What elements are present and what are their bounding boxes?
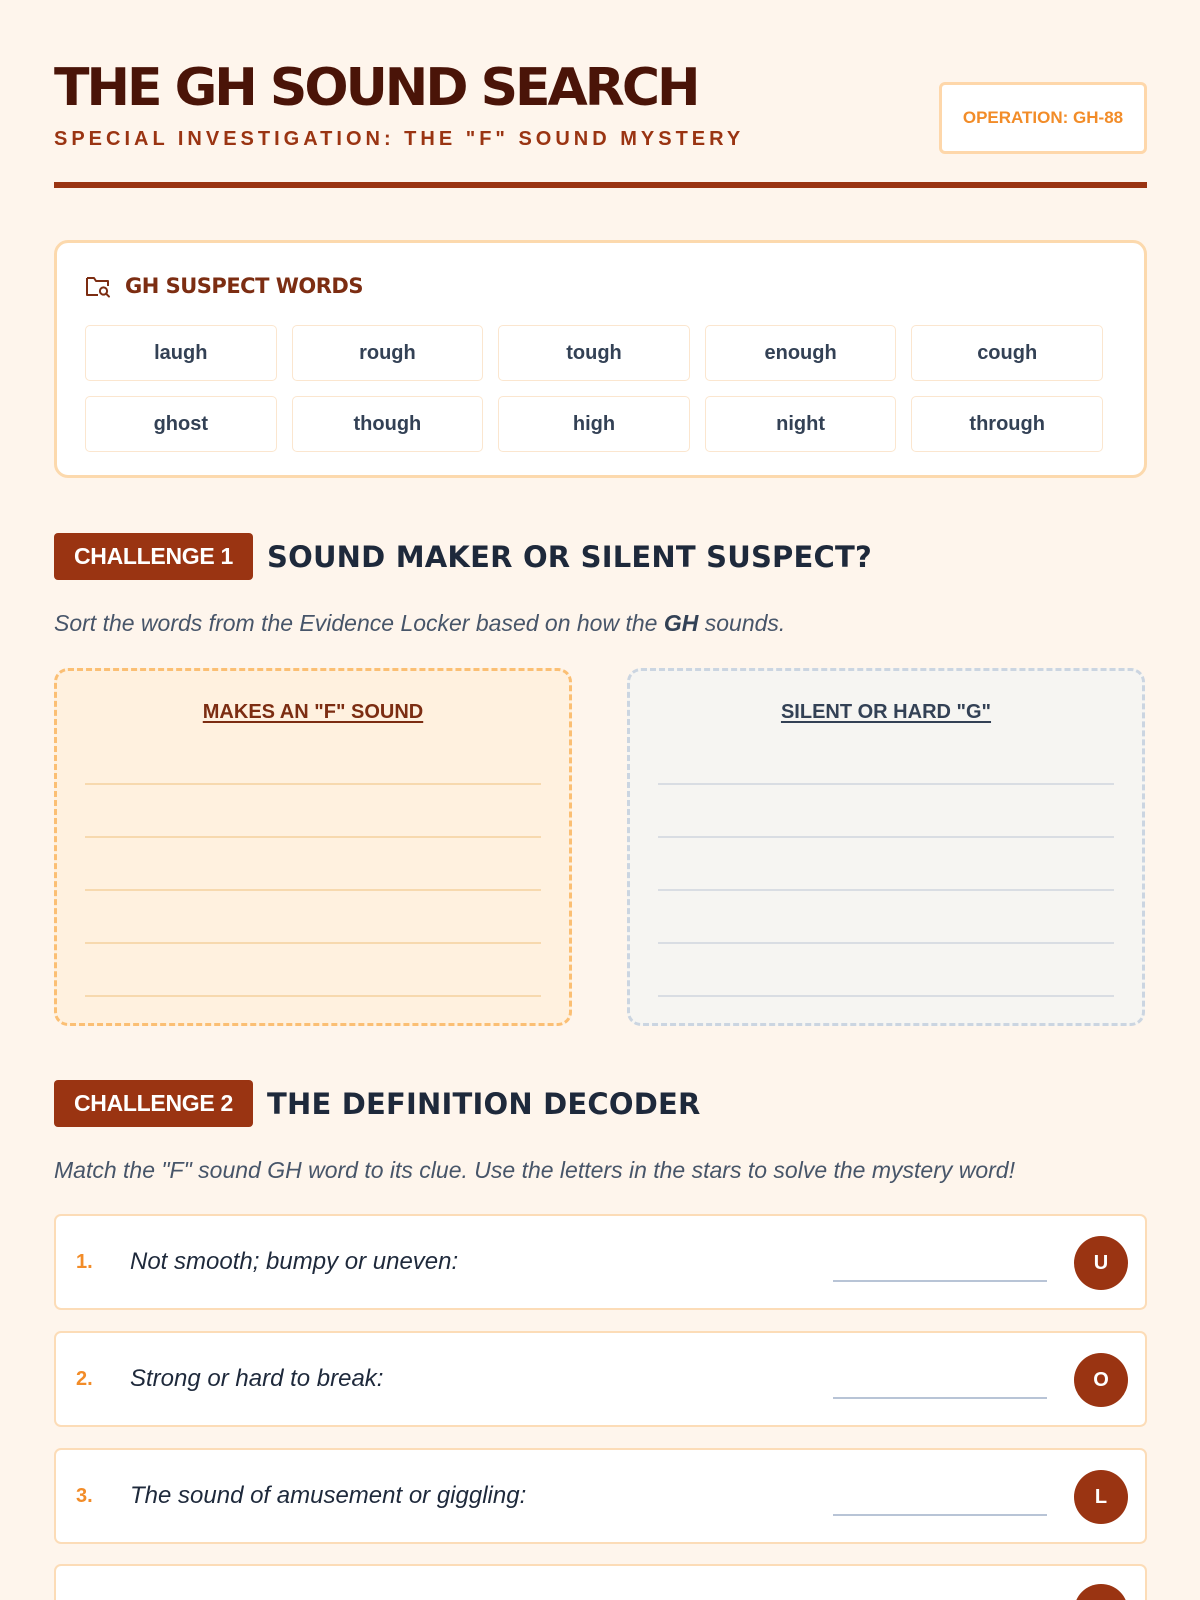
- answer-blank[interactable]: [833, 1280, 1047, 1282]
- star-letter-badge: L: [1074, 1470, 1128, 1524]
- worksheet-page: [54, 0, 1147, 1509]
- word-card[interactable]: rough: [292, 325, 484, 381]
- folder-search-icon: [85, 273, 111, 299]
- challenge-1-badge: CHALLENGE 1: [54, 533, 253, 580]
- word-card[interactable]: tough: [498, 325, 690, 381]
- word-card[interactable]: high: [498, 396, 690, 452]
- word-card[interactable]: through: [911, 396, 1103, 452]
- silent-sort-box[interactable]: [627, 668, 1145, 1026]
- word-grid: [85, 325, 1103, 452]
- star-letter-badge: O: [1074, 1353, 1128, 1407]
- suspect-words-header: [85, 273, 363, 299]
- suspect-words-panel: [54, 240, 1147, 478]
- word-card[interactable]: night: [705, 396, 897, 452]
- clue-row-partial: [54, 1564, 1147, 1600]
- clue-number: 3.: [76, 1485, 93, 1507]
- clue-number: 1.: [76, 1251, 93, 1273]
- answer-line[interactable]: [658, 942, 1114, 944]
- page-subtitle: SPECIAL INVESTIGATION: THE "F" SOUND MYSTERY: [54, 128, 745, 150]
- challenge-1-title: SOUND MAKER OR SILENT SUSPECT?: [267, 539, 873, 574]
- clue-row: [54, 1448, 1147, 1544]
- answer-line[interactable]: [85, 995, 541, 997]
- word-card[interactable]: laugh: [85, 325, 277, 381]
- silent-box-title: SILENT OR HARD "G": [780, 701, 992, 723]
- word-card[interactable]: cough: [911, 325, 1103, 381]
- answer-blank[interactable]: [833, 1397, 1047, 1399]
- page-title: THE GH SOUND SEARCH: [54, 58, 698, 118]
- answer-line[interactable]: [658, 836, 1114, 838]
- challenge-2-header: [54, 1080, 701, 1127]
- answer-line[interactable]: [658, 995, 1114, 997]
- challenge-2-title: THE DEFINITION DECODER: [267, 1086, 701, 1121]
- challenge-2-instruction: Match the "F" sound GH word to its clue. Use the letters in the stars to solve the mystery word!: [54, 1157, 1015, 1183]
- challenge-1-header: [54, 533, 872, 580]
- word-card[interactable]: though: [292, 396, 484, 452]
- instruction-emphasis: GH: [663, 610, 699, 636]
- answer-line[interactable]: [85, 783, 541, 785]
- answer-line[interactable]: [658, 783, 1114, 785]
- star-letter-badge: [1074, 1584, 1128, 1600]
- instruction-text-end: sounds.: [698, 610, 786, 636]
- f-sound-box-title: MAKES AN "F" SOUND: [202, 701, 424, 723]
- answer-line[interactable]: [658, 889, 1114, 891]
- clue-row: [54, 1331, 1147, 1427]
- clue-row: [54, 1214, 1147, 1310]
- word-card[interactable]: ghost: [85, 396, 277, 452]
- challenge-1-instruction: [54, 610, 785, 637]
- instruction-text: Sort the words from the Evidence Locker based on how the: [54, 610, 664, 636]
- clue-text: Strong or hard to break:: [130, 1365, 384, 1392]
- word-card[interactable]: enough: [705, 325, 897, 381]
- star-letter-badge: U: [1074, 1236, 1128, 1290]
- f-sound-sort-box[interactable]: [54, 668, 572, 1026]
- answer-line[interactable]: [85, 889, 541, 891]
- answer-line[interactable]: [85, 836, 541, 838]
- answer-blank[interactable]: [833, 1514, 1047, 1516]
- suspect-words-title: GH SUSPECT WORDS: [125, 274, 363, 298]
- worksheet-header: [54, 0, 1147, 188]
- clue-text: The sound of amusement or giggling:: [130, 1482, 527, 1509]
- challenge-2-badge: CHALLENGE 2: [54, 1080, 253, 1127]
- answer-line[interactable]: [85, 942, 541, 944]
- clue-text: Not smooth; bumpy or uneven:: [130, 1248, 459, 1275]
- clue-number: 2.: [76, 1368, 93, 1390]
- operation-badge: OPERATION: GH-88: [939, 82, 1147, 154]
